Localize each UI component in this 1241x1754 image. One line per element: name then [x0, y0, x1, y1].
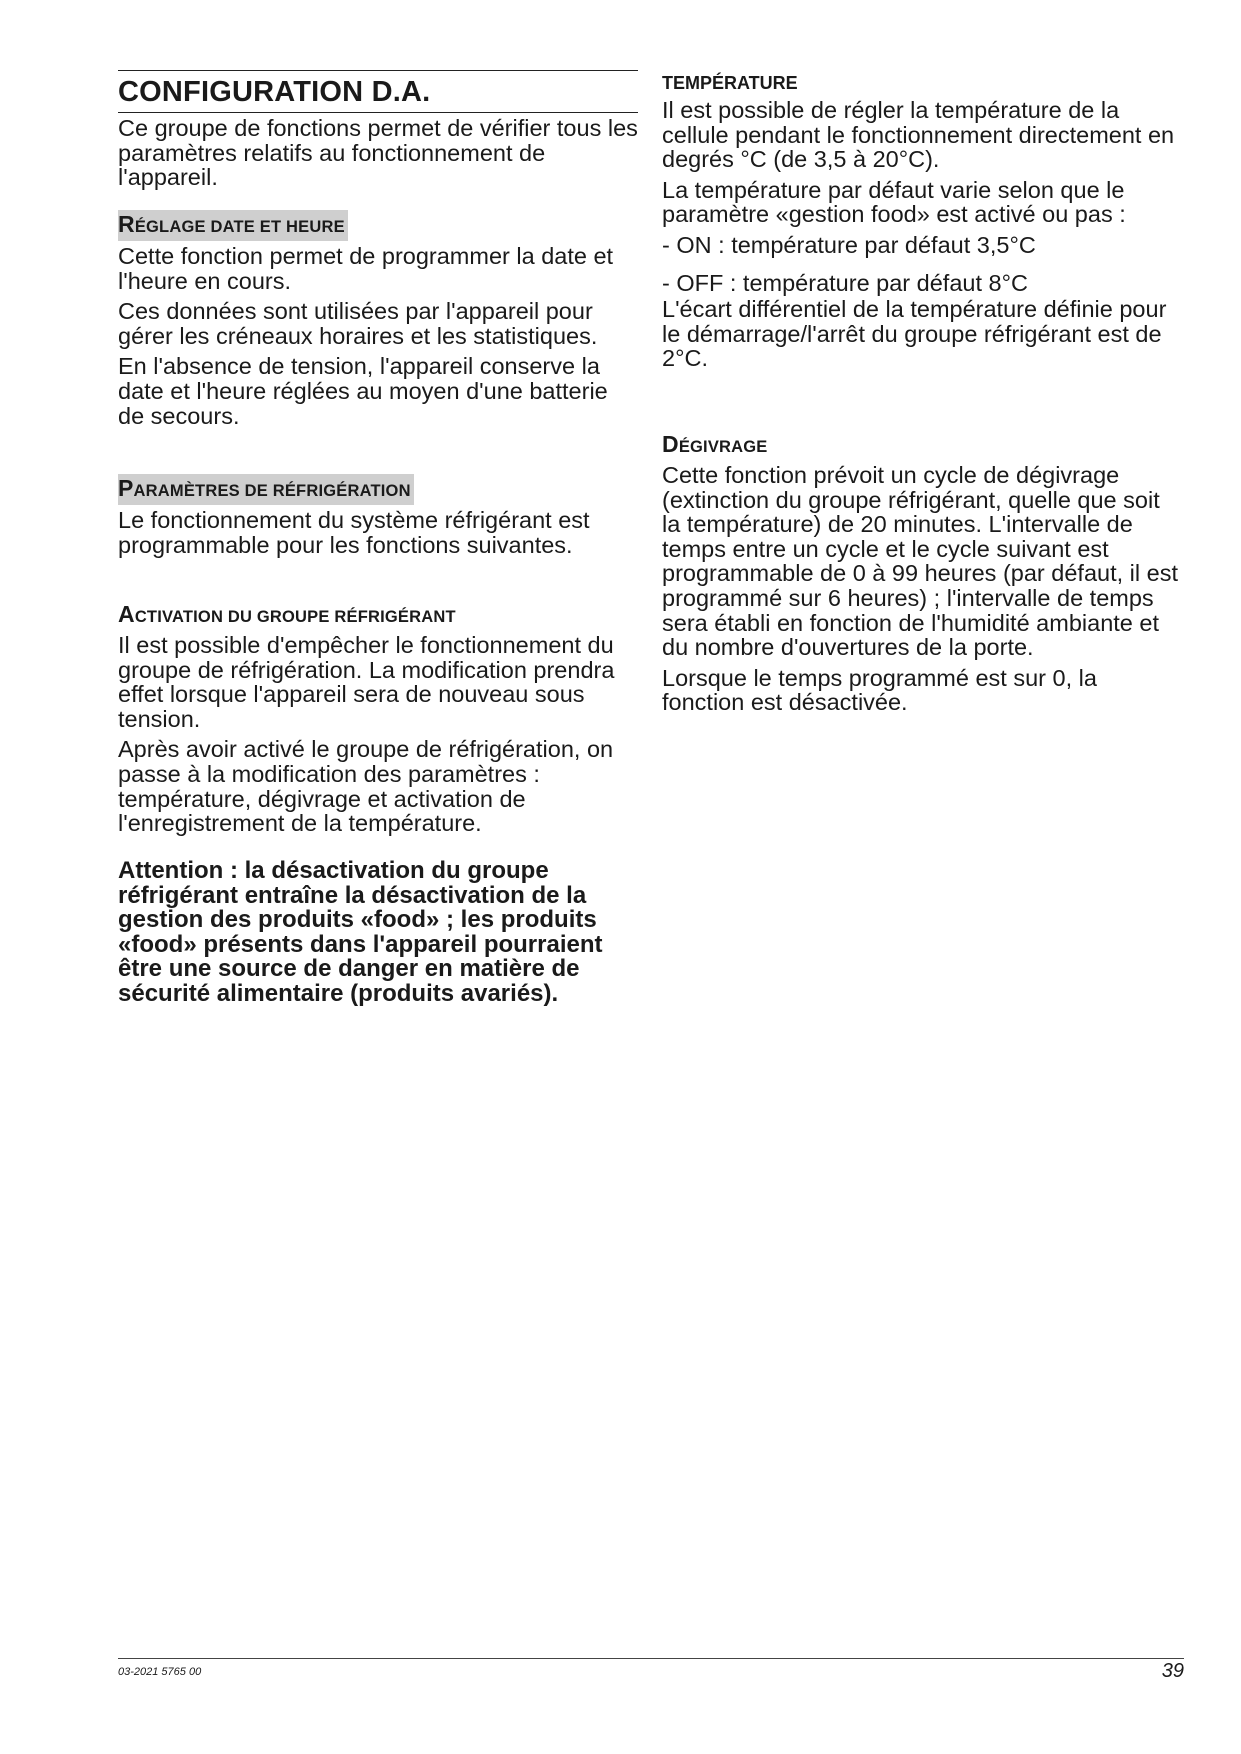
date-time-heading: [118, 210, 348, 241]
intro-block: [118, 116, 638, 196]
intro-paragraph: Ce groupe de fonctions permet de vérifier tous les paramètres relatifs au fonctionnement de l'appareil.: [118, 115, 638, 191]
warning-block: [118, 859, 638, 1007]
refrigeration-params-heading: [118, 474, 414, 505]
date-time-paragraph: Cette fonction permet de programmer la date et l'heure en cours.: [118, 243, 614, 294]
heading-rest: ARAMÈTRES DE RÉFRIGÉRATION: [133, 482, 411, 500]
activation-heading: [118, 601, 638, 630]
document-code: 03-2021 5765 00: [118, 1666, 202, 1678]
heading-rest: ÉGIVRAGE: [678, 438, 768, 456]
refrigeration-params-paragraph: Le fonctionnement du système réfrigérant est programmable pour les fonctions suivantes.: [118, 507, 590, 558]
list-item: - OFF : température par défaut 8°C: [662, 269, 1028, 296]
warning-text: Attention : la désactivation du groupe réfrigérant entraîne la désactivation de la gestion des produits «food» ; les produits «food» présents dans l'appareil pourraient être une source de danger en matière de sécurité alimentaire (produits avariés).: [118, 857, 603, 1007]
heading-rest: CTIVATION DU GROUPE RÉFRIGÉRANT: [134, 608, 456, 626]
temperature-paragraph: L'écart différentiel de la température définie pour le démarrage/l'arrêt du groupe réfrigérant est de 2°C.: [662, 296, 1167, 372]
defrost-section: [662, 431, 1184, 721]
activation-section: [118, 601, 638, 842]
temperature-section: [662, 72, 1184, 377]
temperature-default-list: [662, 233, 1184, 295]
footer-divider: [118, 1658, 1184, 1659]
heading-initial: R: [118, 211, 135, 237]
temperature-heading: TEMPÉRATURE: [662, 73, 798, 93]
heading-rest: ÉGLAGE DATE ET HEURE: [134, 218, 345, 236]
date-time-section: [118, 210, 638, 434]
defrost-paragraph: Lorsque le temps programmé est sur 0, la fonction est désactivée.: [662, 664, 1097, 716]
page-number: 39: [1161, 1660, 1184, 1682]
heading-initial: D: [662, 431, 679, 457]
page-title: CONFIGURATION D.A.: [118, 70, 638, 113]
heading-initial: P: [118, 475, 134, 501]
date-time-paragraph: Ces données sont utilisées par l'appareil pour gérer les créneaux horaires et les statistiques.: [118, 298, 598, 349]
refrigeration-params-section: [118, 474, 638, 563]
activation-paragraph: Il est possible d'empêcher le fonctionnement du groupe de réfrigération. La modification prendra effet lorsque l'appareil sera de nouveau sous tension.: [118, 632, 615, 732]
heading-initial: A: [118, 601, 135, 627]
defrost-paragraph: Cette fonction prévoit un cycle de dégivrage (extinction du groupe réfrigérant, quelle que soit la température) de 20 minutes. L'intervalle de temps entre un cycle et le cycle suivant est programmable de 0 à 99 heures (par défaut, il est programmé sur 6 heures) ; l'intervalle de temps sera établi en fonction de l'humidité ambiante et du nombre d'ouvertures de la porte.: [662, 462, 1178, 661]
list-item: - ON : température par défaut 3,5°C: [662, 231, 1036, 258]
date-time-paragraph: En l'absence de tension, l'appareil conserve la date et l'heure réglées au moyen d'une batterie de secours.: [118, 353, 608, 429]
activation-paragraph: Après avoir activé le groupe de réfrigération, on passe à la modification des paramètres : température, dégivrage et activation de l'enregistrement de la température.: [118, 736, 614, 837]
defrost-heading: [662, 431, 1184, 460]
temperature-paragraph: La température par défaut varie selon que le paramètre «gestion food» est activé ou pas :: [662, 176, 1126, 228]
temperature-paragraph: Il est possible de régler la température de la cellule pendant le fonctionnement directement en degrés °C (de 3,5 à 20°C).: [662, 97, 1175, 173]
